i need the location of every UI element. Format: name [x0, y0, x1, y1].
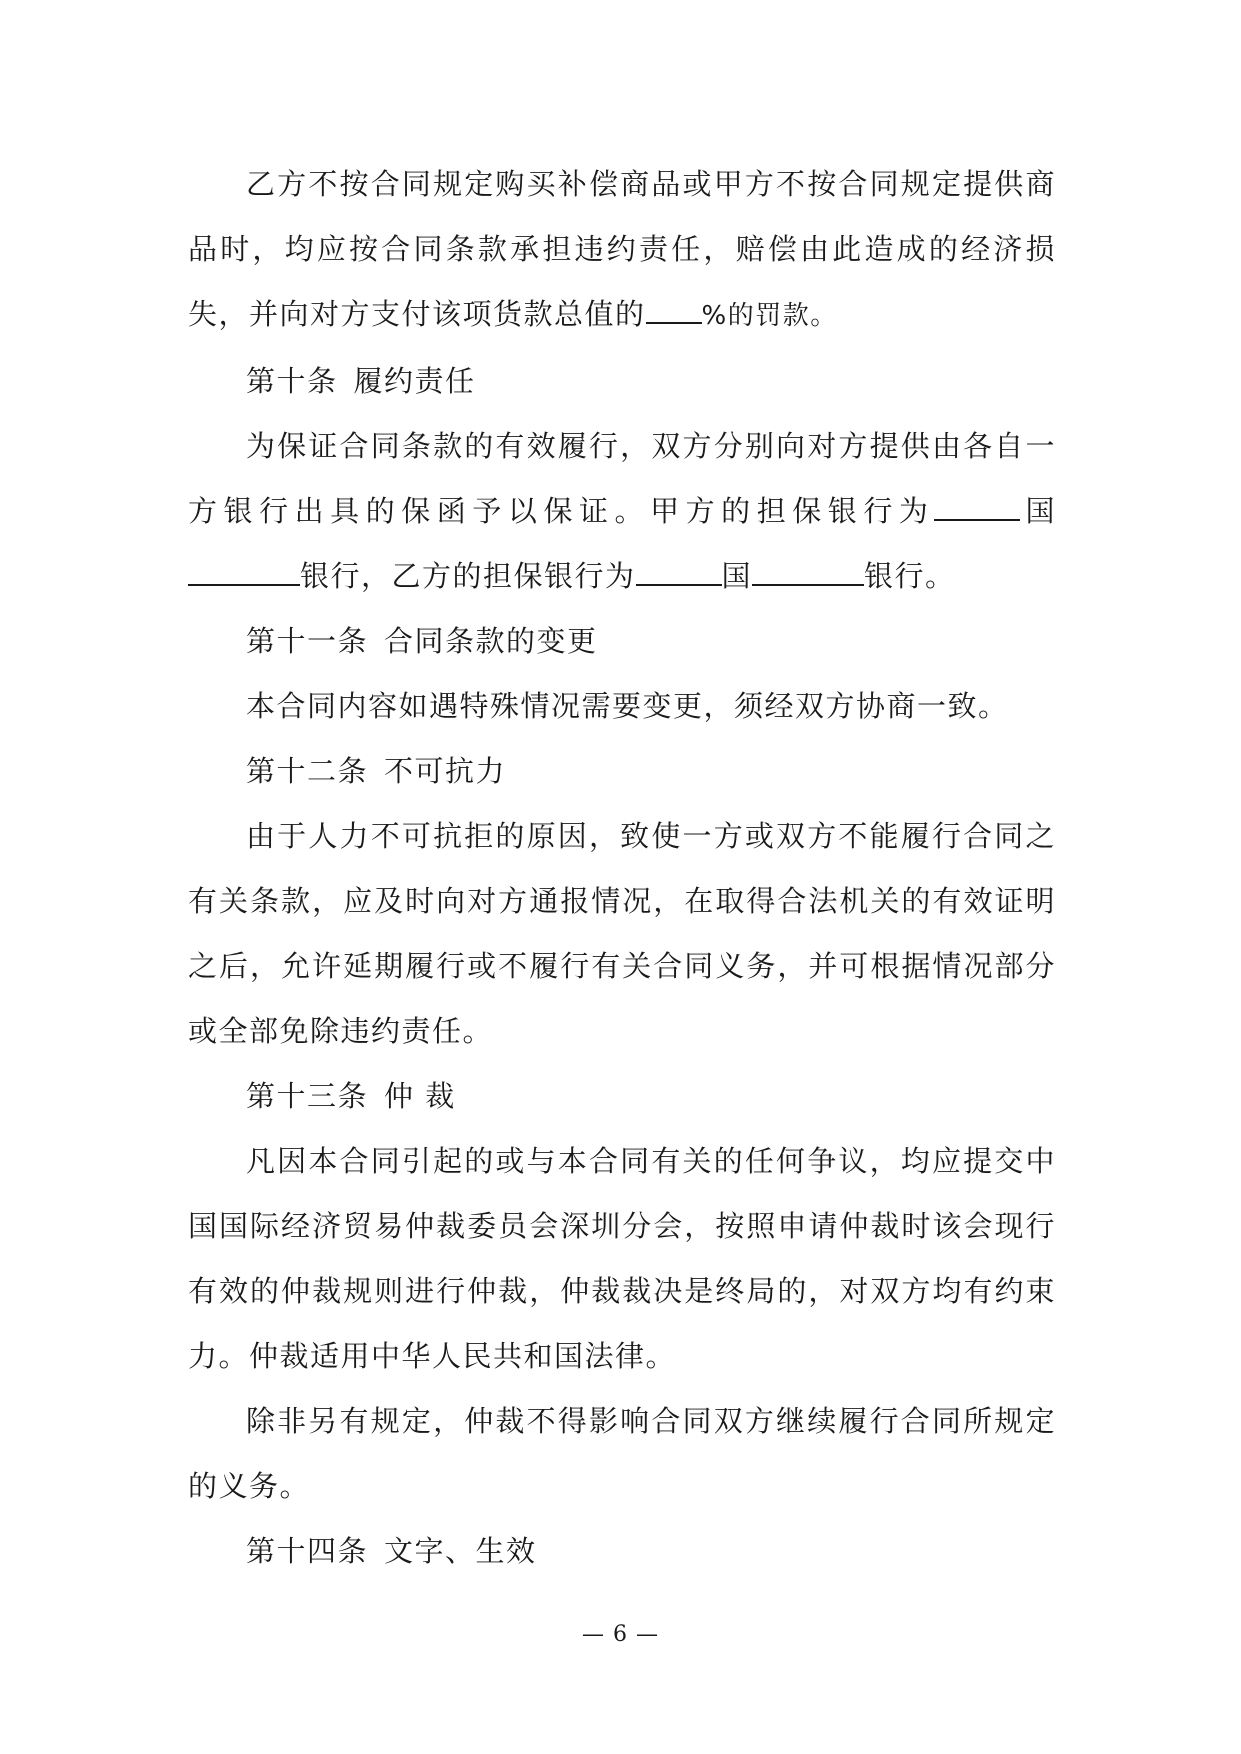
country-label: 国	[1020, 494, 1056, 528]
party-a-country-blank	[934, 495, 1020, 521]
document-body	[188, 152, 1056, 1584]
paragraph-arbitration-obligation: 除非另有规定，仲裁不得影响合同双方继续履行合同所规定的义务。	[188, 1404, 1056, 1503]
guarantee-text: 银行。	[864, 559, 956, 593]
article-number: 第十一条	[246, 624, 369, 658]
article-title: 履约责任	[353, 364, 476, 398]
article-number: 第十三条	[246, 1079, 369, 1113]
article-12-heading	[188, 739, 1056, 804]
article-13-heading	[188, 1064, 1056, 1129]
article-title: 仲 裁	[384, 1079, 456, 1113]
article-number: 第十四条	[246, 1534, 369, 1568]
article-number: 第十条	[246, 364, 338, 398]
guarantee-text: 银行，乙方的担保银行为	[300, 559, 636, 593]
article-title: 合同条款的变更	[384, 624, 598, 658]
article-11-heading	[188, 609, 1056, 674]
article-title: 文字、生效	[384, 1534, 537, 1568]
article-10-heading	[188, 349, 1056, 414]
penalty-text-tail: %的罚款。	[701, 301, 838, 331]
article-number: 第十二条	[246, 754, 369, 788]
paragraph-force-majeure: 由于人力不可抗拒的原因，致使一方或双方不能履行合同之有关条款，应及时向对方通报情况，在取得合法机关的有效证明之后，允许延期履行或不履行有关合同义务，并可根据情况部分或全部免除违约责任。	[188, 819, 1056, 1048]
country-label: 国	[721, 559, 753, 593]
paragraph-amendment: 本合同内容如遇特殊情况需要变更，须经双方协商一致。	[246, 689, 1009, 723]
party-b-bank-blank	[752, 560, 864, 586]
page-number: — 6 —	[582, 1622, 659, 1647]
party-a-bank-blank	[188, 560, 300, 586]
article-title: 不可抗力	[384, 754, 507, 788]
paragraph-penalty	[188, 152, 1056, 349]
penalty-rate-blank	[646, 298, 702, 324]
guarantee-text: 为保证合同条款的有效履行，双方分别向对方提供由各自一方银行出具的保函予以保证。甲方的担保银行为	[188, 429, 1056, 528]
article-14-heading	[188, 1519, 1056, 1584]
penalty-text: 乙方不按合同规定购买补偿商品或甲方不按合同规定提供商品时，均应按合同条款承担违约责任，赔偿由此造成的经济损失，并向对方支付该项货款总值的	[188, 167, 1056, 331]
paragraph-guarantee	[188, 414, 1056, 609]
paragraph-arbitration: 凡因本合同引起的或与本合同有关的任何争议，均应提交中国国际经济贸易仲裁委员会深圳分会，按照申请仲裁时该会现行有效的仲裁规则进行仲裁，仲裁裁决是终局的，对双方均有约束力。仲裁适用中华人民共和国法律。	[188, 1144, 1056, 1373]
party-b-country-blank	[636, 560, 722, 586]
